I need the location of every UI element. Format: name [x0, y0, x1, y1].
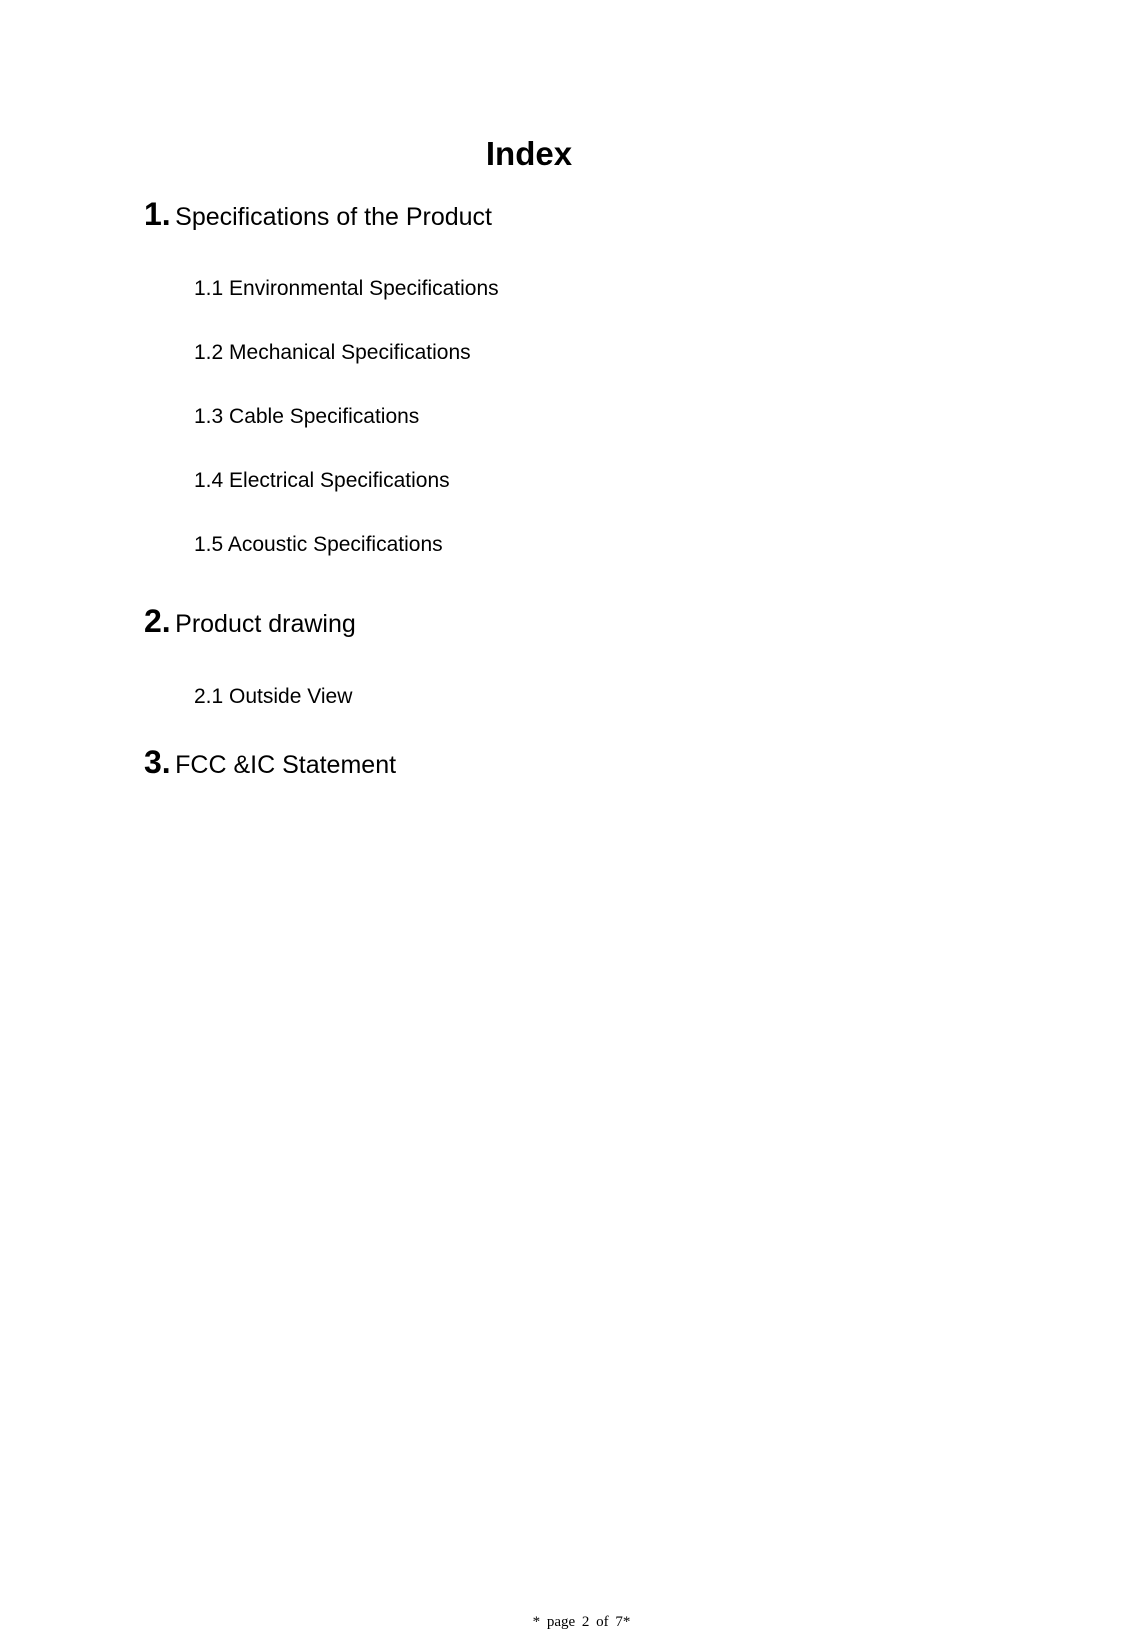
- section-heading-specifications: [144, 194, 492, 241]
- section-number: 1.: [144, 196, 171, 232]
- section-label: Product drawing: [175, 610, 356, 638]
- subsection-environmental-specifications: 1.1 Environmental Specifications: [194, 277, 499, 300]
- subsection-electrical-specifications: 1.4 Electrical Specifications: [194, 469, 450, 492]
- section-heading-product-drawing: [144, 601, 356, 648]
- section-number: 3.: [144, 744, 171, 780]
- subsection-outside-view: 2.1 Outside View: [194, 685, 353, 708]
- page-title: Index: [485, 135, 573, 172]
- section-heading-fcc-ic-statement: [144, 742, 396, 789]
- subsection-cable-specifications: 1.3 Cable Specifications: [194, 405, 420, 428]
- section-label: FCC &IC Statement: [175, 751, 397, 779]
- section-label: Specifications of the Product: [175, 203, 492, 231]
- page-footer: * page 2 of 7*: [532, 1614, 631, 1630]
- subsection-mechanical-specifications: 1.2 Mechanical Specifications: [194, 341, 471, 364]
- section-number: 2.: [144, 603, 171, 639]
- subsection-acoustic-specifications: 1.5 Acoustic Specifications: [194, 533, 443, 556]
